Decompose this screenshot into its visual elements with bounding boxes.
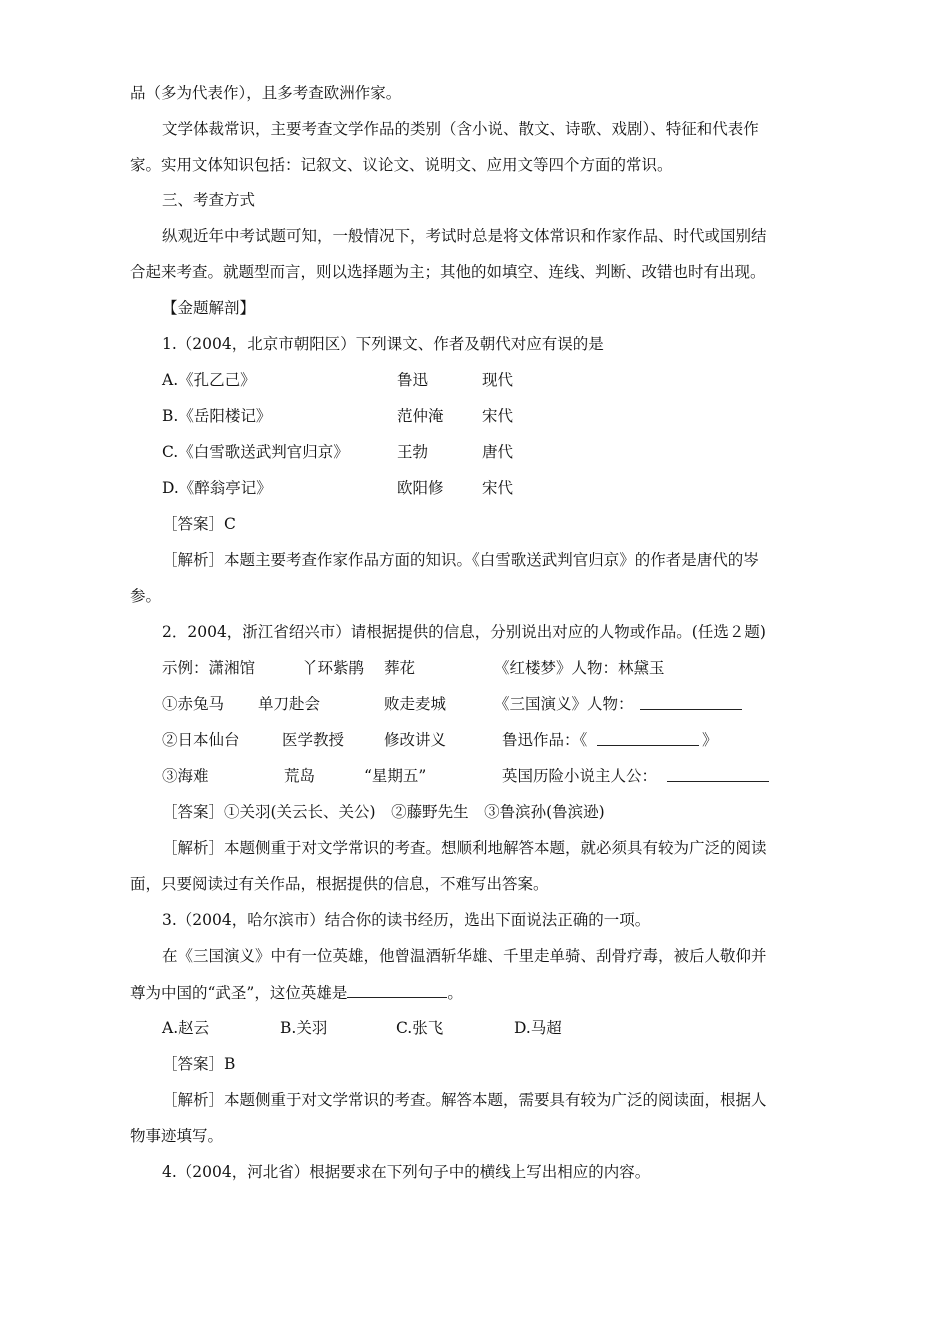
row-cell: 医学教授 — [282, 731, 345, 749]
q1-answer: ［答案］C — [162, 515, 236, 533]
question-4-stem: 4.（2004，河北省）根据要求在下列句子中的横线上写出相应的内容。 — [162, 1163, 651, 1181]
option-title: A.《孔乙己》 — [162, 371, 256, 389]
q3-body-text: 尊为中国的“武圣”，这位英雄是 — [130, 984, 348, 1002]
option-a: A.赵云 — [162, 1019, 210, 1037]
q3-analysis-cont: 物事迹填写。 — [130, 1127, 224, 1145]
question-3-stem: 3.（2004，哈尔滨市）结合你的读书经历，选出下面说法正确的一项。 — [162, 911, 651, 929]
option-title: B.《岳阳楼记》 — [162, 407, 272, 425]
section-heading: 【金题解剖】 — [162, 299, 256, 317]
option-era: 唐代 — [482, 443, 514, 461]
q2-answer: ［答案］①关羽(关云长、关公) ②藤野先生 ③鲁滨孙(鲁滨逊) — [162, 803, 605, 821]
paragraph-line: 纵观近年中考试题可知，一般情况下，考试时总是将文体常识和作家作品、时代或国别结 — [162, 227, 767, 245]
question-2-stem: 2．2004，浙江省绍兴市）请根据提供的信息，分别说出对应的人物或作品。(任选２题) — [162, 623, 766, 641]
row-cell: ③海难 — [162, 767, 209, 785]
option-d: D.马超 — [514, 1019, 562, 1037]
paragraph-line: 合起来考查。就题型而言，则以选择题为主；其他的如填空、连线、判断、改错也时有出现。 — [130, 263, 766, 281]
question-1-stem: 1.（2004，北京市朝阳区）下列课文、作者及朝代对应有误的是 — [162, 335, 604, 353]
q1-analysis: ［解析］本题主要考查作家作品方面的知识。《白雪歌送武判官归京》的作者是唐代的岑 — [162, 551, 759, 569]
row-cell: 丫环紫鹃 — [302, 659, 365, 677]
row-cell: 败走麦城 — [384, 695, 447, 713]
fill-blank — [640, 694, 742, 710]
option-title: C.《白雪歌送武判官归京》 — [162, 443, 349, 461]
row-cell: “星期五” — [364, 767, 427, 785]
q3-answer: ［答案］B — [162, 1055, 236, 1073]
q3-analysis: ［解析］本题侧重于对文学常识的考查。解答本题，需要具有较为广泛的阅读面，根据人 — [162, 1091, 767, 1109]
option-c: C.张飞 — [396, 1019, 444, 1037]
row-cell: 》 — [702, 731, 718, 749]
q1-option-c — [162, 442, 562, 462]
q2-example-row — [162, 658, 782, 678]
row-cell: 示例：潇湘馆 — [162, 659, 256, 677]
paragraph-line: 家。实用文体知识包括：记叙文、议论文、说明文、应用文等四个方面的常识。 — [130, 156, 673, 174]
paragraph-line: 文学体裁常识，主要考查文学作品的类别（含小说、散文、诗歌、戏剧）、特征和代表作 — [162, 120, 759, 138]
row-cell: 荒岛 — [284, 767, 316, 785]
row-cell: 葬花 — [384, 659, 416, 677]
q3-body-cont — [130, 982, 463, 1003]
option-author: 鲁迅 — [397, 371, 429, 389]
q2-row-2 — [162, 730, 782, 750]
option-author: 范仲淹 — [397, 407, 444, 425]
q2-row-1 — [162, 694, 782, 714]
q3-body: 在《三国演义》中有一位英雄，他曾温酒斩华雄、千里走单骑、刮骨疗毒，被后人敬仰并 — [162, 947, 767, 965]
q3-options — [162, 1018, 602, 1038]
q1-analysis-cont: 参。 — [130, 587, 162, 605]
option-era: 宋代 — [482, 479, 514, 497]
row-cell: ②日本仙台 — [162, 731, 240, 749]
fill-blank — [667, 766, 769, 782]
section-heading: 三、考查方式 — [162, 191, 256, 209]
paragraph-line: 品（多为代表作），且多考查欧洲作家。 — [130, 84, 402, 102]
option-era: 现代 — [482, 371, 514, 389]
q1-option-d — [162, 478, 562, 498]
q1-option-a — [162, 370, 562, 390]
q2-analysis: ［解析］本题侧重于对文学常识的考查。想顺利地解答本题，就必须具有较为广泛的阅读 — [162, 839, 767, 857]
option-era: 宋代 — [482, 407, 514, 425]
q2-row-3 — [162, 766, 782, 786]
fill-blank — [597, 730, 699, 746]
row-cell: 修改讲义 — [384, 731, 447, 749]
q2-analysis-cont: 面，只要阅读过有关作品，根据提供的信息，不难写出答案。 — [130, 875, 549, 893]
option-b: B.关羽 — [280, 1019, 328, 1037]
row-cell: ①赤兔马 — [162, 695, 225, 713]
row-cell: 英国历险小说主人公： — [502, 767, 658, 785]
q3-body-end: 。 — [447, 984, 463, 1002]
option-title: D.《醉翁亭记》 — [162, 479, 272, 497]
option-author: 欧阳修 — [397, 479, 444, 497]
row-cell: 单刀赴会 — [258, 695, 321, 713]
fill-blank — [347, 982, 447, 998]
row-cell: 鲁迅作品：《 — [502, 731, 588, 749]
row-cell: 《红楼梦》人物：林黛玉 — [494, 659, 665, 677]
row-cell: 《三国演义》人物： — [494, 695, 634, 713]
q1-option-b — [162, 406, 562, 426]
option-author: 王勃 — [397, 443, 429, 461]
